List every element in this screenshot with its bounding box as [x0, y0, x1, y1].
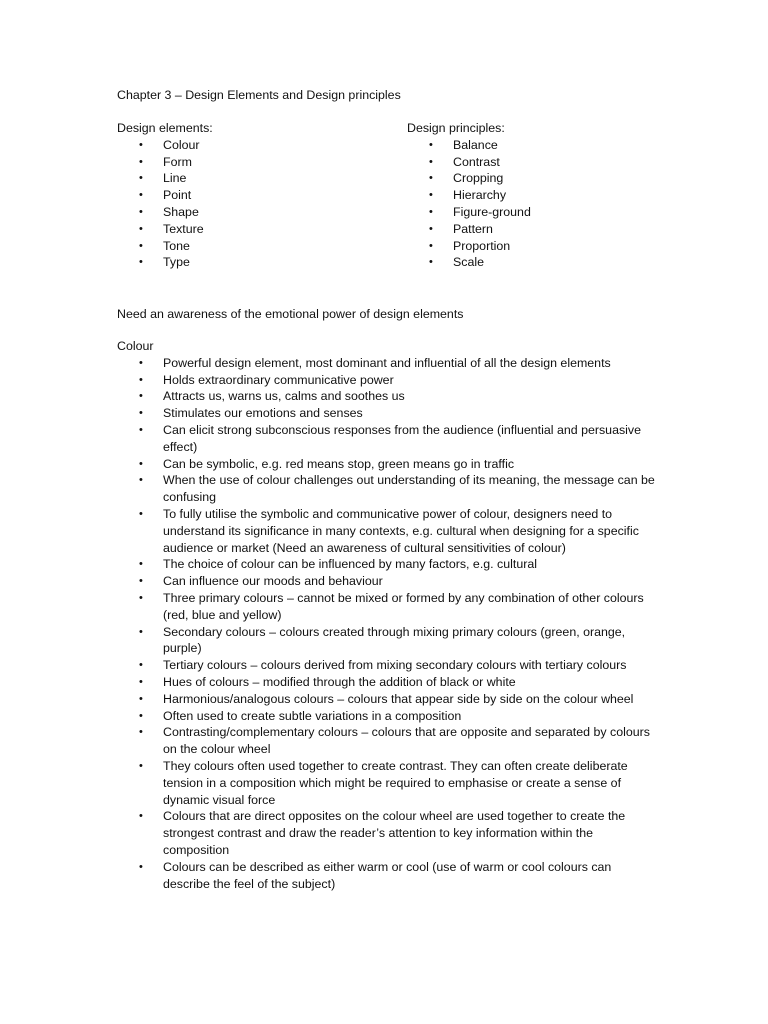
bullet-icon: •	[429, 155, 433, 168]
bullet-icon: •	[139, 558, 143, 571]
bullet-icon: •	[139, 205, 143, 218]
bullet-icon: •	[139, 507, 143, 520]
bullet-icon: •	[429, 138, 433, 151]
list-item: • Hues of colours – modified through the addition of black or white	[139, 674, 516, 689]
list-item: • Colour	[139, 137, 200, 152]
bullet-icon: •	[139, 726, 143, 739]
bullet-icon: •	[139, 172, 143, 185]
list-item: • Powerful design element, most dominant and influential of all the design elements	[139, 355, 611, 370]
list-item: • Colours that are direct opposites on the colour wheel are used together to create the strongest contrast and draw the reader’s attention to key information within the composition	[139, 809, 626, 857]
bullet-icon: •	[139, 709, 143, 722]
bullet-icon: •	[139, 155, 143, 168]
design-elements-list	[117, 137, 213, 271]
list-item: • Form	[139, 154, 192, 169]
list-item: • To fully utilise the symbolic and communicative power of colour, designers need to understand its significance in many contexts, e.g. cultural when designing for a specific audience or market (Need an awareness of cultural sensitivities of colour)	[139, 506, 639, 555]
bullet-icon: •	[139, 138, 143, 151]
list-item: • Hierarchy	[429, 188, 507, 203]
list-item: • Texture	[139, 221, 204, 236]
bullet-icon: •	[139, 390, 143, 403]
list-item: • When the use of colour challenges out understanding of its meaning, the message can be confusing	[139, 473, 655, 505]
list-item: • Line	[139, 171, 187, 186]
list-item: • Figure-ground	[429, 204, 531, 219]
colour-list	[117, 355, 677, 893]
colour-section	[117, 338, 677, 892]
design-principles-list	[407, 137, 531, 271]
bullet-icon: •	[429, 222, 433, 235]
bullet-icon: •	[429, 189, 433, 202]
list-item: • Type	[139, 255, 190, 270]
colour-heading: Colour	[117, 339, 154, 353]
bullet-icon: •	[139, 457, 143, 470]
list-item: • Cropping	[429, 171, 504, 186]
list-item: • Can elicit strong subconscious responses from the audience (influential and persuasive effect)	[139, 422, 641, 454]
bullet-icon: •	[139, 256, 143, 269]
list-item: • Tone	[139, 238, 190, 253]
bullet-icon: •	[139, 423, 143, 436]
awareness-paragraph: Need an awareness of the emotional power of design elements	[117, 307, 464, 321]
bullet-icon: •	[139, 356, 143, 369]
list-item: • Can be symbolic, e.g. red means stop, green means go in traffic	[139, 456, 515, 471]
bullet-icon: •	[139, 373, 143, 386]
list-item: • They colours often used together to create contrast. They can often create deliberate tension in a composition which might be required to emphasise or create a sense of dynamic visual force	[139, 758, 628, 807]
bullet-icon: •	[139, 222, 143, 235]
design-principles-heading: Design principles:	[407, 121, 505, 135]
bullet-icon: •	[139, 189, 143, 202]
chapter-title: Chapter 3 – Design Elements and Design principles	[117, 88, 401, 102]
list-item: • Attracts us, warns us, calms and soothes us	[139, 389, 405, 404]
list-item: • Pattern	[429, 221, 493, 236]
list-item: • The choice of colour can be influenced by many factors, e.g. cultural	[139, 557, 537, 572]
list-item: • Often used to create subtle variations in a composition	[139, 708, 462, 723]
list-item: • Colours can be described as either warm or cool (use of warm or cool colours can describe the feel of the subject)	[139, 859, 612, 891]
bullet-icon: •	[139, 625, 143, 638]
bullet-icon: •	[139, 692, 143, 705]
list-item: • Holds extraordinary communicative power	[139, 372, 394, 387]
list-item: • Balance	[429, 137, 498, 152]
bullet-icon: •	[429, 205, 433, 218]
list-item: • Scale	[429, 255, 484, 270]
bullet-icon: •	[429, 172, 433, 185]
bullet-icon: •	[139, 759, 143, 772]
list-item: • Shape	[139, 204, 199, 219]
list-item: • Stimulates our emotions and senses	[139, 406, 363, 421]
list-item: • Can influence our moods and behaviour	[139, 574, 383, 589]
list-item: • Tertiary colours – colours derived from mixing secondary colours with tertiary colours	[139, 658, 627, 673]
bullet-icon: •	[139, 239, 143, 252]
bullet-icon: •	[139, 591, 143, 604]
bullet-icon: •	[139, 474, 143, 487]
bullet-icon: •	[429, 239, 433, 252]
list-item: • Secondary colours – colours created through mixing primary colours (green, orange, purple)	[139, 624, 626, 656]
design-elements-column	[117, 120, 213, 271]
bullet-icon: •	[139, 407, 143, 420]
design-principles-column	[407, 120, 531, 271]
bullet-icon: •	[139, 810, 143, 823]
bullet-icon: •	[139, 675, 143, 688]
list-item: • Three primary colours – cannot be mixed or formed by any combination of other colours (red, blue and yellow)	[139, 590, 644, 622]
bullet-icon: •	[429, 256, 433, 269]
list-item: • Contrasting/complementary colours – colours that are opposite and separated by colours on the colour wheel	[139, 725, 650, 757]
list-item: • Point	[139, 188, 192, 203]
list-item: • Contrast	[429, 154, 500, 169]
design-elements-heading: Design elements:	[117, 121, 213, 135]
bullet-icon: •	[139, 659, 143, 672]
bullet-icon: •	[139, 575, 143, 588]
list-item: • Harmonious/analogous colours – colours that appear side by side on the colour wheel	[139, 691, 634, 706]
bullet-icon: •	[139, 860, 143, 873]
list-item: • Proportion	[429, 238, 511, 253]
